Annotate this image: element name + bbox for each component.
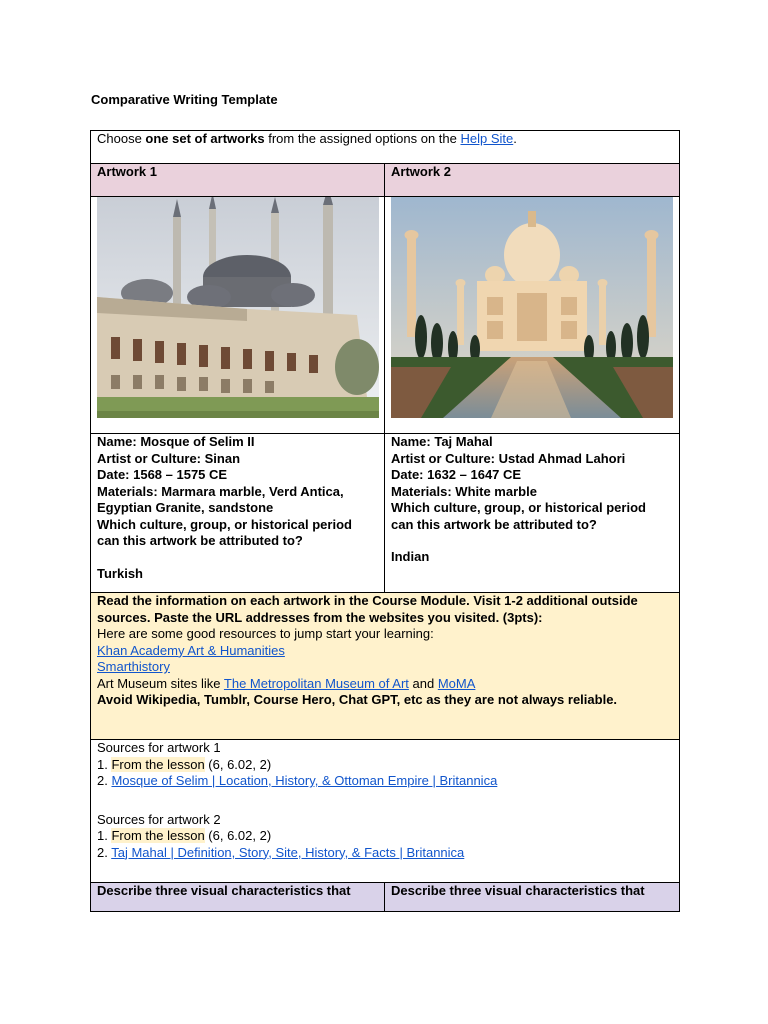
artwork-2-materials: Materials: White marble [391, 483, 537, 499]
sources-2-heading: Sources for artwork 2 [97, 811, 221, 827]
taj-mahal-image [391, 197, 673, 418]
artwork-2-question: Which culture, group, or historical period [391, 500, 646, 515]
source-2-item-1 [97, 828, 673, 845]
khan-academy-link[interactable]: Khan Academy Art & Humanities [97, 642, 285, 658]
artwork-1-question-cont: can this artwork be attributed to? [97, 533, 303, 548]
document-title: Comparative Writing Template [91, 92, 278, 107]
resources-cell [91, 593, 680, 740]
met-museum-link[interactable]: The Metropolitan Museum of Art [223, 675, 409, 691]
intro-suffix: . [513, 131, 517, 146]
artwork-1-header: Artwork 1 [91, 164, 385, 197]
artwork-2-artist: Artist or Culture: Ustad Ahmad Lahori [391, 450, 626, 466]
artwork-2-name: Name: Taj Mahal [391, 434, 493, 449]
museum-line [97, 676, 673, 693]
source-1-lesson: From the lesson [111, 756, 205, 772]
describe-row [91, 883, 680, 912]
resources-instruction: Read the information on each artwork in the Course Module. Visit 1-2 additional outside [97, 593, 638, 608]
describe-artwork-1: Describe three visual characteristics that [91, 883, 385, 912]
comparison-table [90, 130, 680, 912]
britannica-taj-link[interactable]: Taj Mahal | Definition, Story, Site, History, & Facts | Britannica [111, 844, 465, 860]
moma-link[interactable]: MoMA [437, 675, 476, 691]
artwork-header-row [91, 164, 680, 197]
reliability-warning: Avoid Wikipedia, Tumblr, Course Hero, Chat GPT, etc as they are not always reliable. [97, 692, 618, 707]
intro-row [91, 131, 680, 164]
artwork-1-info [91, 434, 385, 593]
artwork-2-info [385, 434, 680, 593]
sources-row [91, 740, 680, 883]
source-2-lesson-ref: (6, 6.02, 2) [204, 828, 272, 843]
artwork-image-row [91, 197, 680, 434]
source-1-item-1-num: 1. [97, 756, 112, 772]
resources-instruction-cont: sources. Paste the URL addresses from the websites you visited. (3pts): [97, 609, 543, 625]
intro-prefix: Choose [97, 131, 146, 146]
describe-artwork-2: Describe three visual characteristics that [385, 883, 680, 912]
artwork-2-date: Date: 1632 – 1647 CE [391, 467, 522, 482]
artwork-1-question: Which culture, group, or historical period [97, 516, 352, 532]
mosque-image [97, 197, 379, 418]
museum-prefix: Art Museum sites like [97, 675, 224, 691]
sources-1-heading: Sources for artwork 1 [97, 740, 221, 755]
intro-cell [91, 131, 680, 164]
source-2-item-2 [97, 845, 673, 862]
resources-intro: Here are some good resources to jump start your learning: [97, 626, 434, 641]
artwork-1-artist: Artist or Culture: Sinan [97, 450, 241, 466]
help-site-link[interactable]: Help Site [460, 131, 514, 146]
museum-and: and [408, 675, 438, 691]
artwork-1-materials: Materials: Marmara marble, Verd Antica, [97, 483, 344, 499]
source-1-item-1 [97, 757, 673, 774]
source-1-lesson-ref: (6, 6.02, 2) [204, 756, 272, 772]
artwork-1-image-cell [91, 197, 385, 434]
intro-bold: one set of artworks [145, 131, 265, 146]
artwork-1-date: Date: 1568 – 1575 CE [97, 467, 228, 482]
artwork-2-answer: Indian [391, 549, 430, 564]
sources-cell [91, 740, 680, 883]
artwork-2-image-cell [385, 197, 680, 434]
artwork-1-answer: Turkish [97, 565, 143, 581]
artwork-2-question-cont: can this artwork be attributed to? [391, 516, 597, 532]
source-2-lesson: From the lesson [111, 828, 205, 843]
source-2-item-2-num: 2. [97, 844, 112, 860]
resources-row [91, 593, 680, 740]
artwork-info-row [91, 434, 680, 593]
artwork-2-header: Artwork 2 [385, 164, 680, 197]
artwork-1-name: Name: Mosque of Selim II [97, 434, 255, 449]
source-1-item-2-num: 2. [97, 773, 112, 788]
source-1-item-2 [97, 773, 673, 790]
smarthistory-link[interactable]: Smarthistory [97, 659, 170, 674]
britannica-selim-link[interactable]: Mosque of Selim | Location, History, & Ottoman Empire | Britannica [111, 773, 498, 788]
intro-middle: from the assigned options on the [264, 131, 461, 146]
source-2-item-1-num: 1. [97, 828, 112, 843]
artwork-1-materials-cont: Egyptian Granite, sandstone [97, 500, 274, 515]
